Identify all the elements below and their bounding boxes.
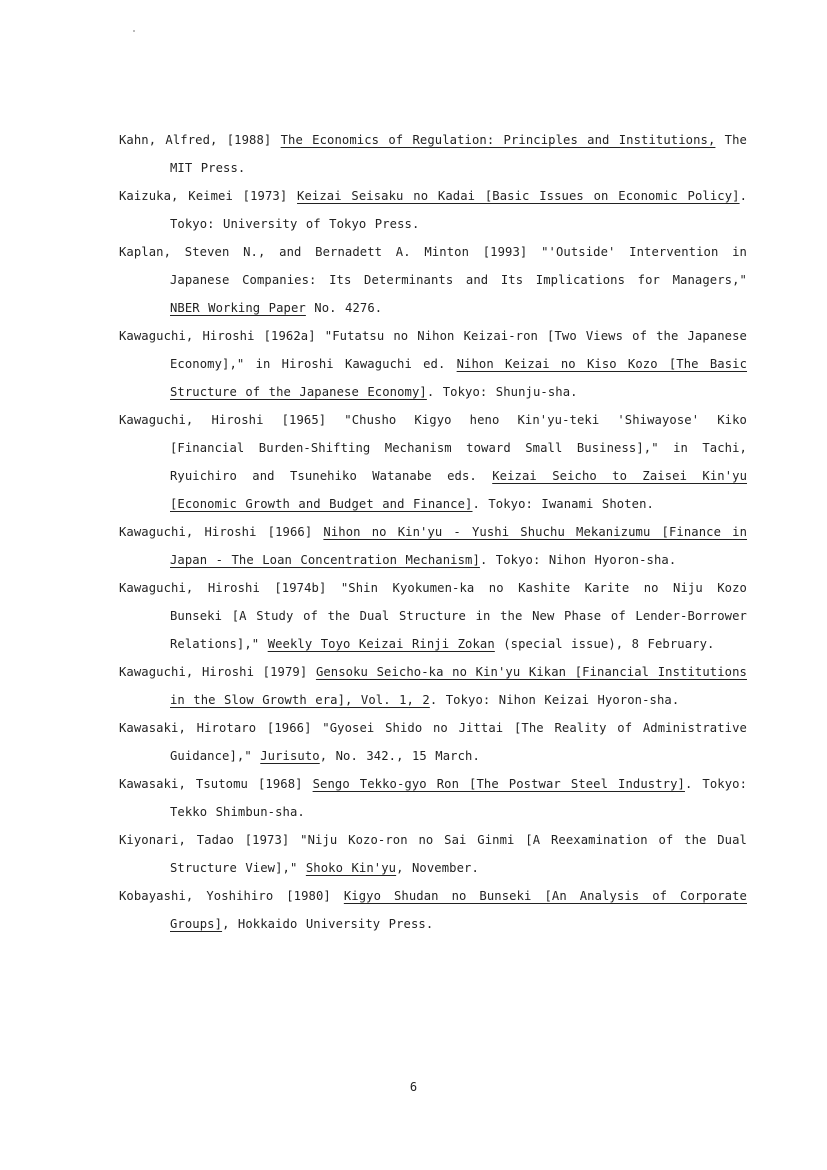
reference-title: Weekly Toyo Keizai Rinji Zokan (267, 637, 495, 651)
reference-text: Kiyonari, Tadao [1973] "Niju Kozo-ron no Sai Ginmi [A Reexamination of the Dual Structure View]," (119, 833, 747, 875)
reference-entry (119, 406, 747, 518)
reference-publisher: , Hokkaido University Press. (222, 917, 434, 931)
reference-publisher: . Tokyo: Nihon Keizai Hyoron-sha. (429, 693, 680, 707)
reference-text: Kaplan, Steven N., and Bernadett A. Minton [1993] "'Outside' Intervention in Japanese Companies: Its Determinants and Its Implications for Managers," (119, 245, 747, 287)
reference-publisher: . Tokyo: Nihon Hyoron-sha. (479, 553, 677, 567)
reference-list (119, 126, 747, 938)
reference-entry (119, 770, 747, 826)
reference-entry (119, 126, 747, 182)
reference-publisher: . Tokyo: Iwanami Shoten. (472, 497, 654, 511)
reference-title: Sengo Tekko-gyo Ron [The Postwar Steel Industry] (312, 777, 685, 791)
reference-publisher: , November. (396, 861, 479, 875)
reference-publisher: . Tokyo: Tekko Shimbun-sha. (170, 777, 748, 819)
reference-text: Kawaguchi, Hiroshi [1974b] "Shin Kyokumen-ka no Kashite Karite no Niju Kozo Bunseki [A Study of the Dual Structure in the New Phase of Lender-Borrower Relations]," (119, 581, 747, 651)
reference-title: Kigyo Shudan no Bunseki [An Analysis of Corporate Groups] (170, 889, 747, 931)
reference-publisher: . Tokyo: University of Tokyo Press. (170, 189, 748, 231)
reference-entry (119, 518, 747, 574)
reference-text: Kahn, Alfred, [1988] (119, 133, 281, 147)
scan-speck (133, 30, 135, 32)
reference-title: Shoko Kin'yu (305, 861, 397, 875)
reference-text: Kawasaki, Hirotaro [1966] "Gyosei Shido no Jittai [The Reality of Administrative Guidance]," (119, 721, 747, 763)
reference-entry (119, 882, 747, 938)
reference-title: Jurisuto (260, 749, 320, 763)
reference-title: Nihon no Kin'yu - Yushi Shuchu Mekanizumu [Finance in Japan - The Loan Concentration Mechanism] (170, 525, 748, 567)
reference-title: Gensoku Seicho-ka no Kin'yu Kikan [Financial Institutions in the Slow Growth era], Vol. 1, 2 (170, 665, 747, 707)
reference-entry (119, 574, 747, 658)
reference-publisher: (special issue), 8 February. (494, 637, 715, 651)
reference-publisher: , No. 342., 15 March. (319, 749, 480, 763)
reference-entry (119, 322, 747, 406)
reference-title: The Economics of Regulation: Principles and Institutions, (280, 133, 716, 147)
reference-text: Kawasaki, Tsutomu [1968] (119, 777, 313, 791)
reference-text: Kawaguchi, Hiroshi [1962a] "Futatsu no Nihon Keizai-ron [Two Views of the Japanese Economy]," in Hiroshi Kawaguchi ed. (119, 329, 747, 371)
reference-title: Keizai Seicho to Zaisei Kin'yu [Economic Growth and Budget and Finance] (170, 469, 748, 511)
reference-title: Keizai Seisaku no Kadai [Basic Issues on Economic Policy] (297, 189, 740, 203)
page-number: 6 (409, 1080, 418, 1094)
reference-entry (119, 714, 747, 770)
reference-publisher: The MIT Press. (170, 133, 747, 175)
reference-entry (119, 826, 747, 882)
reference-title: Nihon Keizai no Kiso Kozo [The Basic Structure of the Japanese Economy] (170, 357, 748, 399)
reference-publisher: No. 4276. (305, 301, 383, 315)
reference-text: Kawaguchi, Hiroshi [1965] "Chusho Kigyo heno Kin'yu-teki 'Shiwayose' Kiko [Financial Burden-Shifting Mechanism toward Small Business]," in Tachi, Ryuichiro and Tsunehiko Watanabe eds. (119, 413, 747, 483)
reference-title: NBER Working Paper (170, 301, 306, 315)
reference-entry (119, 238, 747, 322)
reference-text: Kawaguchi, Hiroshi [1979] (119, 665, 316, 679)
reference-text: Kobayashi, Yoshihiro [1980] (119, 889, 344, 903)
reference-text: Kawaguchi, Hiroshi [1966] (119, 525, 324, 539)
reference-entry (119, 182, 747, 238)
reference-publisher: . Tokyo: Shunju-sha. (426, 385, 578, 399)
reference-entry (119, 658, 747, 714)
reference-text: Kaizuka, Keimei [1973] (119, 189, 298, 203)
